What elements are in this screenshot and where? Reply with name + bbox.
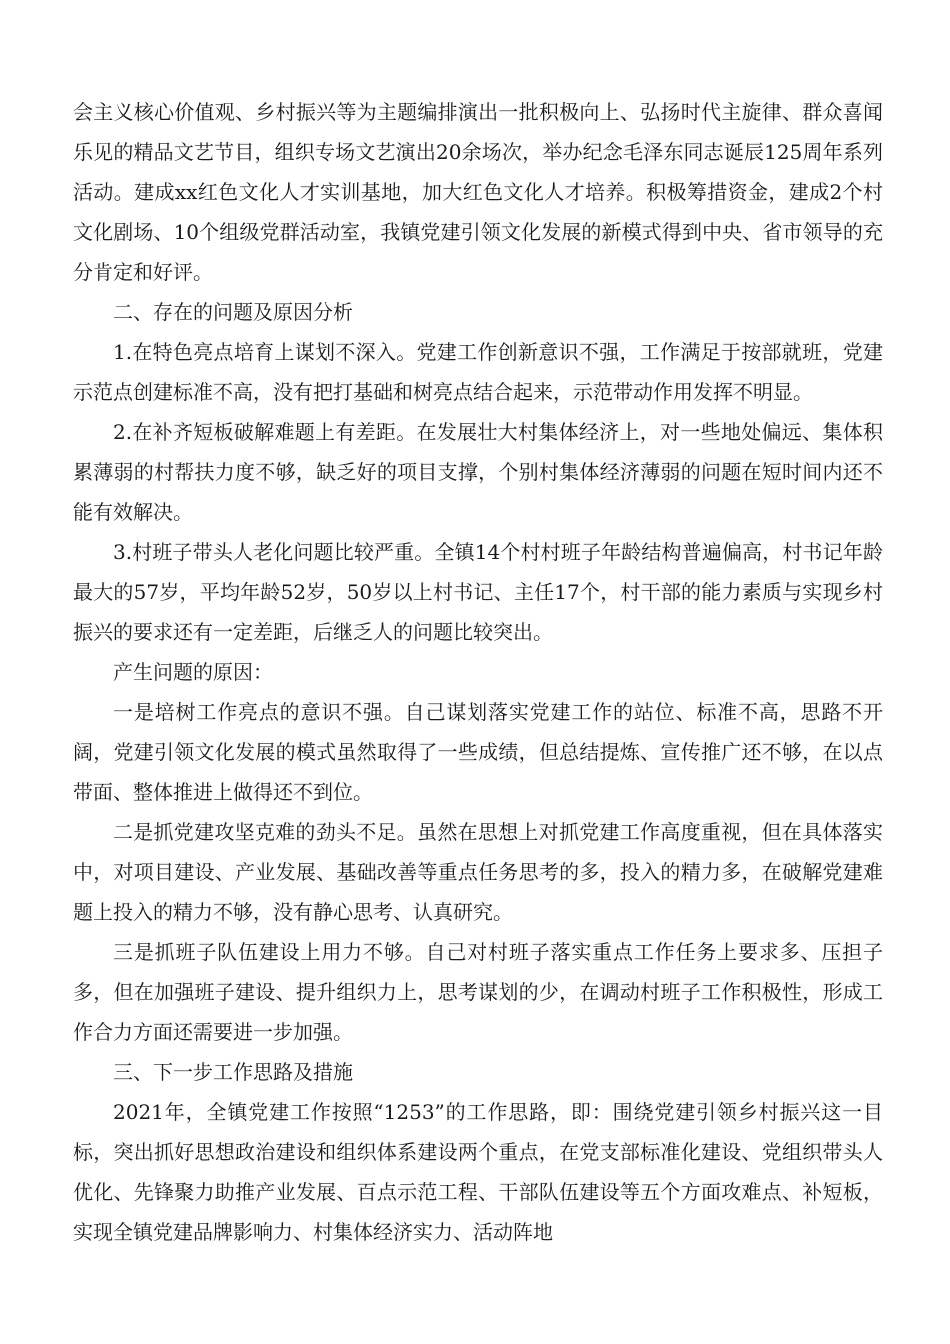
paragraph-cause-2: 二是抓党建攻坚克难的劲头不足。虽然在思想上对抓党建工作高度重视，但在具体落实中，对项目建设、产业发展、基础改善等重点任务思考的多，投入的精力多，在破解党建难题上投入的精力不够，没有静心思考、认真研究。 (73, 820, 883, 924)
paragraph-continuation: 会主义核心价值观、乡村振兴等为主题编排演出一批积极向上、弘扬时代主旋律、群众喜闻乐见的精品文艺节目，组织专场文艺演出20余场次，举办纪念毛泽东同志诞辰125周年系列活动。建成xx红色文化人才实训基地，加大红色文化人才培养。积极筹措资金，建成2个村文化剧场、10个组级党群活动室，我镇党建引领文化发展的新模式得到中央、省市领导的充分肯定和好评。 (73, 100, 883, 284)
paragraph-causes-intro: 产生问题的原因： (113, 660, 273, 684)
section-heading-next-steps: 三、下一步工作思路及措施 (113, 1060, 353, 1084)
paragraph-cause-1: 一是培树工作亮点的意识不强。自己谋划落实党建工作的站位、标准不高，思路不开阔，党建引领文化发展的模式虽然取得了一些成绩，但总结提炼、宣传推广还不够，在以点带面、整体推进上做得还不到位。 (73, 700, 883, 804)
paragraph-cause-3: 三是抓班子队伍建设上用力不够。自己对村班子落实重点工作任务上要求多、压担子多，但在加强班子建设、提升组织力上，思考谋划的少，在调动村班子工作积极性，形成工作合力方面还需要进一步加强。 (73, 940, 883, 1044)
paragraph-problem-3: 3.村班子带头人老化问题比较严重。全镇14个村村班子年龄结构普遍偏高，村书记年龄最大的57岁，平均年龄52岁，50岁以上村书记、主任17个，村干部的能力素质与实现乡村振兴的要求还有一定差距，后继乏人的问题比较突出。 (73, 540, 883, 644)
paragraph-problem-2: 2.在补齐短板破解难题上有差距。在发展壮大村集体经济上，对一些地处偏远、集体积累薄弱的村帮扶力度不够，缺乏好的项目支撑，个别村集体经济薄弱的问题在短时间内还不能有效解决。 (73, 420, 883, 524)
document-body (73, 92, 883, 1252)
paragraph-next-steps: 2021年，全镇党建工作按照“1253”的工作思路，即：围绕党建引领乡村振兴这一目标，突出抓好思想政治建设和组织体系建设两个重点，在党支部标准化建设、党组织带头人优化、先锋聚力助推产业发展、百点示范工程、干部队伍建设等五个方面攻难点、补短板，实现全镇党建品牌影响力、村集体经济实力、活动阵地 (73, 1100, 883, 1244)
paragraph-problem-1: 1.在特色亮点培育上谋划不深入。党建工作创新意识不强，工作满足于按部就班，党建示范点创建标准不高，没有把打基础和树亮点结合起来，示范带动作用发挥不明显。 (73, 340, 883, 404)
section-heading-problems: 二、存在的问题及原因分析 (113, 300, 353, 324)
